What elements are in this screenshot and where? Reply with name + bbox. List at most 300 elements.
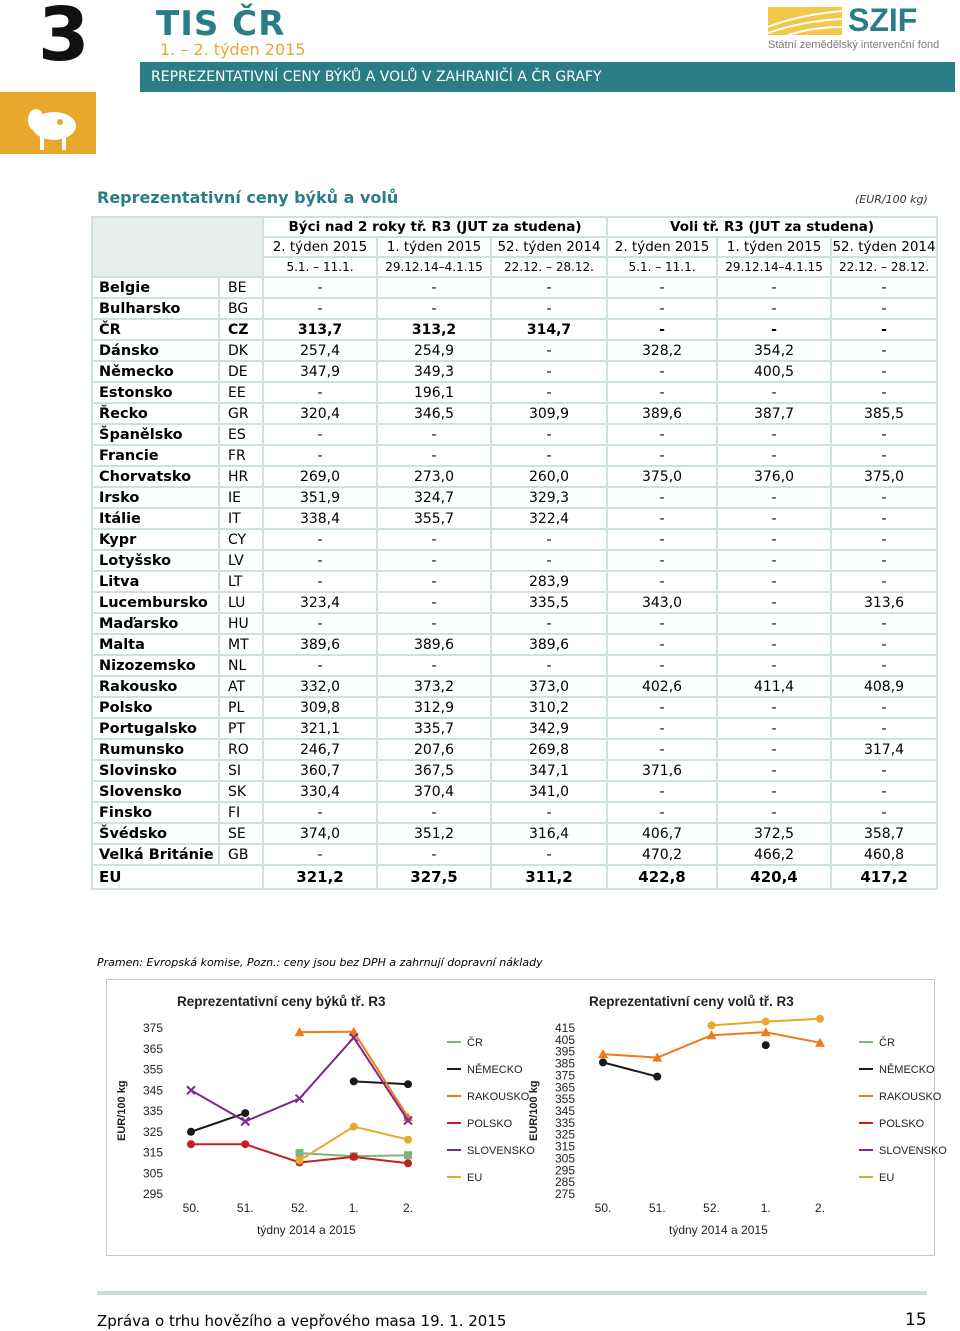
price-cell: 387,7 — [717, 403, 831, 424]
price-cell: - — [607, 613, 717, 634]
date-header: 29.12.14–4.1.15 — [717, 257, 831, 277]
country-code: GR — [219, 403, 263, 424]
szif-logo-icon — [768, 7, 842, 35]
price-cell: 207,6 — [377, 739, 491, 760]
price-cell: - — [607, 634, 717, 655]
cow-icon — [0, 92, 96, 154]
table-row — [92, 340, 937, 361]
date-header: 29.12.14–4.1.15 — [377, 257, 491, 277]
price-cell: - — [831, 424, 937, 445]
date-header: 5.1. – 11.1. — [263, 257, 377, 277]
price-cell: 346,5 — [377, 403, 491, 424]
country-code: HU — [219, 613, 263, 634]
price-cell: 411,4 — [717, 676, 831, 697]
series-line — [603, 1054, 657, 1058]
section-title: Reprezentativní ceny býků a volů — [97, 188, 399, 207]
data-point — [187, 1140, 195, 1148]
price-cell: - — [263, 382, 377, 403]
price-cell: - — [491, 529, 607, 550]
y-tick-label: 375 — [142, 1021, 163, 1035]
country-code: DK — [219, 340, 263, 361]
price-cell: 329,3 — [491, 487, 607, 508]
y-tick-label: 325 — [142, 1124, 163, 1139]
price-cell: 335,5 — [491, 592, 607, 613]
y-tick-label: 345 — [142, 1083, 163, 1098]
country-name: Maďarsko — [92, 613, 219, 634]
tis-title: TIS ČR — [156, 4, 286, 44]
country-name: Velká Británie — [92, 844, 219, 865]
y-tick-label: 355 — [142, 1062, 163, 1077]
price-cell: - — [831, 487, 937, 508]
week-header: 52. týden 2014 — [491, 237, 607, 257]
y-tick-label: 365 — [554, 1080, 575, 1095]
price-cell: - — [717, 739, 831, 760]
price-cell: 375,0 — [831, 466, 937, 487]
table-row — [92, 487, 937, 508]
price-cell: 269,0 — [263, 466, 377, 487]
week-header: 1. týden 2015 — [717, 237, 831, 257]
legend-label: SLOVENSKO — [879, 1145, 947, 1157]
price-cell: 309,9 — [491, 403, 607, 424]
price-cell: 313,6 — [831, 592, 937, 613]
price-cell: - — [607, 487, 717, 508]
y-tick-label: 335 — [554, 1115, 575, 1130]
price-cell: - — [607, 508, 717, 529]
table-row — [92, 781, 937, 802]
price-cell: 400,5 — [717, 361, 831, 382]
country-name: Švédsko — [92, 823, 219, 844]
price-cell: 408,9 — [831, 676, 937, 697]
country-code: GB — [219, 844, 263, 865]
price-cell: 402,6 — [607, 676, 717, 697]
price-cell: 257,4 — [263, 340, 377, 361]
series-line — [354, 1157, 408, 1163]
y-tick-label: 415 — [554, 1021, 575, 1035]
price-cell: 460,8 — [831, 844, 937, 865]
price-cell: - — [607, 718, 717, 739]
country-name: Rumunsko — [92, 739, 219, 760]
price-cell: - — [491, 844, 607, 865]
data-point — [187, 1128, 195, 1136]
price-cell: 347,9 — [263, 361, 377, 382]
country-name: Malta — [92, 634, 219, 655]
szif-logo-text: SZIF — [848, 2, 918, 38]
country-name: Litva — [92, 571, 219, 592]
price-cell: 470,2 — [607, 844, 717, 865]
eu-price-cell: 417,2 — [831, 865, 937, 889]
header-corner — [92, 217, 263, 277]
y-tick-label: 395 — [554, 1044, 575, 1059]
price-cell: - — [377, 613, 491, 634]
country-name: Portugalsko — [92, 718, 219, 739]
series-line — [245, 1099, 299, 1122]
country-code: RO — [219, 739, 263, 760]
table-row — [92, 760, 937, 781]
date-header: 22.12. – 28.12. — [491, 257, 607, 277]
price-cell: - — [831, 571, 937, 592]
y-axis-label: EUR/100 kg — [528, 1080, 540, 1141]
country-code: BG — [219, 298, 263, 319]
series-line — [766, 1032, 820, 1042]
price-cell: 358,7 — [831, 823, 937, 844]
series-line — [354, 1155, 408, 1156]
price-cell: 406,7 — [607, 823, 717, 844]
country-name: Estonsko — [92, 382, 219, 403]
price-cell: 373,2 — [377, 676, 491, 697]
x-tick-label: 52. — [703, 1201, 720, 1215]
table-row — [92, 613, 937, 634]
price-cell: - — [831, 760, 937, 781]
price-cell: - — [831, 781, 937, 802]
week-header: 1. týden 2015 — [377, 237, 491, 257]
data-point — [404, 1159, 412, 1167]
data-point — [296, 1156, 304, 1164]
country-name: Kypr — [92, 529, 219, 550]
price-cell: - — [263, 844, 377, 865]
price-cell: - — [831, 361, 937, 382]
group-header-steers: Voli tř. R3 (JUT za studena) — [607, 217, 937, 237]
price-cell: - — [717, 319, 831, 340]
price-cell: 389,6 — [491, 634, 607, 655]
y-axis-label: EUR/100 kg — [116, 1080, 128, 1141]
price-cell: - — [831, 445, 937, 466]
x-tick-label: 1. — [760, 1201, 771, 1215]
price-cell: - — [831, 277, 937, 298]
eu-price-cell: 327,5 — [377, 865, 491, 889]
price-cell: - — [263, 424, 377, 445]
eu-price-cell: 321,2 — [263, 865, 377, 889]
country-code: LU — [219, 592, 263, 613]
footer-text: Zpráva o trhu hovězího a vepřového masa 19. 1. 2015 — [97, 1312, 507, 1330]
y-tick-label: 295 — [142, 1187, 163, 1201]
price-cell: - — [377, 550, 491, 571]
price-cell: - — [491, 550, 607, 571]
price-cell: - — [831, 655, 937, 676]
price-cell: 370,4 — [377, 781, 491, 802]
table-row — [92, 319, 937, 340]
x-axis-label: týdny 2014 a 2015 — [257, 1223, 356, 1237]
price-cell: - — [717, 655, 831, 676]
country-name: Itálie — [92, 508, 219, 529]
price-cell: 328,2 — [607, 340, 717, 361]
price-cell: 347,1 — [491, 760, 607, 781]
price-cell: - — [607, 739, 717, 760]
series-line — [354, 1081, 408, 1084]
price-cell: - — [831, 550, 937, 571]
y-tick-label: 315 — [554, 1139, 575, 1154]
price-cell: 324,7 — [377, 487, 491, 508]
country-code: NL — [219, 655, 263, 676]
series-line — [712, 1032, 766, 1035]
price-cell: 389,6 — [377, 634, 491, 655]
country-code: EE — [219, 382, 263, 403]
price-cell: 351,9 — [263, 487, 377, 508]
y-tick-label: 335 — [142, 1104, 163, 1118]
y-tick-label: 315 — [142, 1145, 163, 1160]
price-cell: - — [831, 802, 937, 823]
data-point — [241, 1117, 249, 1125]
legend-label: RAKOUSKO — [879, 1091, 942, 1103]
price-cell: - — [377, 298, 491, 319]
price-cell: - — [717, 760, 831, 781]
price-cell: - — [717, 424, 831, 445]
x-tick-label: 2. — [402, 1201, 414, 1215]
table-row — [92, 508, 937, 529]
y-tick-label: 285 — [554, 1175, 575, 1190]
price-cell: - — [263, 529, 377, 550]
eu-price-cell: 420,4 — [717, 865, 831, 889]
price-cell: 375,0 — [607, 466, 717, 487]
price-cell: 312,9 — [377, 697, 491, 718]
price-cell: 372,5 — [717, 823, 831, 844]
country-name: Irsko — [92, 487, 219, 508]
country-code: BE — [219, 277, 263, 298]
price-cell: 330,4 — [263, 781, 377, 802]
series-line — [603, 1062, 657, 1076]
price-cell: - — [263, 277, 377, 298]
price-cell: - — [377, 571, 491, 592]
table-row — [92, 697, 937, 718]
data-point — [708, 1021, 716, 1029]
data-point — [653, 1073, 661, 1081]
y-tick-label: 385 — [554, 1056, 575, 1071]
eu-row — [92, 865, 937, 889]
eu-price-cell: 311,2 — [491, 865, 607, 889]
data-point — [762, 1018, 770, 1026]
price-cell: - — [717, 445, 831, 466]
week-subtitle: 1. – 2. týden 2015 — [160, 40, 306, 59]
charts-svg — [107, 980, 947, 1255]
price-cell: - — [717, 613, 831, 634]
price-cell: 342,9 — [491, 718, 607, 739]
cow-badge — [0, 92, 96, 154]
data-point — [404, 1136, 412, 1144]
data-point — [599, 1058, 607, 1066]
price-cell: 254,9 — [377, 340, 491, 361]
legend-label: ČR — [879, 1037, 895, 1049]
legend-label: ČR — [467, 1037, 483, 1049]
week-header: 2. týden 2015 — [263, 237, 377, 257]
price-cell: 260,0 — [491, 466, 607, 487]
data-point — [404, 1080, 412, 1088]
eu-price-cell: 422,8 — [607, 865, 717, 889]
table-row — [92, 445, 937, 466]
price-cell: - — [607, 550, 717, 571]
price-cell: - — [607, 298, 717, 319]
price-cell: - — [717, 277, 831, 298]
x-tick-label: 1. — [348, 1201, 359, 1215]
unit-label: (EUR/100 kg) — [855, 193, 928, 206]
price-cell: - — [831, 718, 937, 739]
table-row — [92, 823, 937, 844]
country-name: Belgie — [92, 277, 219, 298]
price-cell: - — [717, 592, 831, 613]
price-cell: - — [491, 445, 607, 466]
price-cell: - — [607, 382, 717, 403]
price-cell: 351,2 — [377, 823, 491, 844]
price-cell: - — [717, 781, 831, 802]
price-cell: - — [491, 802, 607, 823]
eu-label: EU — [92, 865, 263, 889]
price-cell: - — [717, 718, 831, 739]
data-point — [350, 1123, 358, 1131]
price-cell: - — [717, 697, 831, 718]
price-cell: - — [831, 529, 937, 550]
y-tick-label: 325 — [554, 1127, 575, 1142]
price-cell: - — [717, 571, 831, 592]
section-number: 3 — [38, 0, 90, 78]
price-cell: - — [831, 382, 937, 403]
country-code: HR — [219, 466, 263, 487]
price-cell: - — [831, 298, 937, 319]
price-cell: 349,3 — [377, 361, 491, 382]
price-cell: 371,6 — [607, 760, 717, 781]
price-cell: 313,2 — [377, 319, 491, 340]
price-cell: 367,5 — [377, 760, 491, 781]
country-name: Řecko — [92, 403, 219, 424]
price-cell: 323,4 — [263, 592, 377, 613]
price-cell: - — [717, 382, 831, 403]
x-tick-label: 2. — [814, 1201, 826, 1215]
price-cell: - — [377, 424, 491, 445]
table-row — [92, 718, 937, 739]
country-code: AT — [219, 676, 263, 697]
legend-label: RAKOUSKO — [467, 1091, 530, 1103]
price-cell: 273,0 — [377, 466, 491, 487]
legend-label: NĚMECKO — [879, 1064, 935, 1076]
data-point — [187, 1086, 195, 1094]
price-cell: 373,0 — [491, 676, 607, 697]
price-cell: 335,7 — [377, 718, 491, 739]
data-point — [296, 1149, 304, 1157]
price-cell: - — [377, 844, 491, 865]
country-name: Chorvatsko — [92, 466, 219, 487]
table-row — [92, 298, 937, 319]
price-cell: - — [607, 802, 717, 823]
price-cell: - — [831, 340, 937, 361]
y-tick-label: 365 — [142, 1041, 163, 1056]
country-name: Finsko — [92, 802, 219, 823]
price-cell: - — [263, 613, 377, 634]
table-row — [92, 361, 937, 382]
price-cell: 316,4 — [491, 823, 607, 844]
legend-label: POLSKO — [467, 1118, 513, 1130]
y-tick-label: 305 — [554, 1151, 575, 1166]
price-cell: - — [377, 655, 491, 676]
price-cell: - — [377, 529, 491, 550]
price-cell: - — [607, 697, 717, 718]
country-code: FI — [219, 802, 263, 823]
price-cell: 322,4 — [491, 508, 607, 529]
table-row — [92, 844, 937, 865]
country-name: Lucembursko — [92, 592, 219, 613]
week-header: 2. týden 2015 — [607, 237, 717, 257]
table-row — [92, 802, 937, 823]
price-cell: - — [263, 298, 377, 319]
price-cell: - — [717, 802, 831, 823]
price-cell: - — [491, 655, 607, 676]
price-cell: - — [717, 298, 831, 319]
table-row — [92, 277, 937, 298]
price-cell: - — [831, 634, 937, 655]
y-tick-label: 275 — [554, 1187, 575, 1201]
series-line — [245, 1144, 299, 1162]
price-cell: 320,4 — [263, 403, 377, 424]
country-code: LV — [219, 550, 263, 571]
price-cell: - — [607, 361, 717, 382]
price-cell: 196,1 — [377, 382, 491, 403]
country-code: LT — [219, 571, 263, 592]
series-line — [300, 1038, 354, 1099]
price-cell: - — [831, 697, 937, 718]
legend-label: EU — [879, 1172, 895, 1184]
table-row — [92, 571, 937, 592]
price-cell: 466,2 — [717, 844, 831, 865]
country-name: Slovensko — [92, 781, 219, 802]
table-row — [92, 739, 937, 760]
price-cell: - — [491, 298, 607, 319]
price-cell: - — [831, 508, 937, 529]
price-cell: 246,7 — [263, 739, 377, 760]
price-cell: 343,0 — [607, 592, 717, 613]
price-cell: - — [607, 424, 717, 445]
price-cell: - — [377, 592, 491, 613]
price-cell: 389,6 — [607, 403, 717, 424]
price-cell: - — [377, 445, 491, 466]
price-cell: - — [491, 613, 607, 634]
x-tick-label: 50. — [182, 1201, 200, 1215]
page-number: 15 — [905, 1310, 927, 1330]
price-cell: - — [607, 319, 717, 340]
data-point — [816, 1015, 824, 1023]
country-code: PT — [219, 718, 263, 739]
price-cell: - — [717, 634, 831, 655]
y-tick-label: 375 — [554, 1068, 575, 1083]
price-cell: 269,8 — [491, 739, 607, 760]
week-header: 52. týden 2014 — [832, 239, 936, 255]
price-cell: - — [607, 445, 717, 466]
price-cell: 283,9 — [491, 571, 607, 592]
country-code: SE — [219, 823, 263, 844]
series-line — [354, 1032, 408, 1117]
data-point — [296, 1095, 304, 1103]
x-axis-label: týdny 2014 a 2015 — [669, 1223, 768, 1237]
price-cell: - — [263, 571, 377, 592]
price-cell: 338,4 — [263, 508, 377, 529]
country-code: MT — [219, 634, 263, 655]
table-row — [92, 466, 937, 487]
price-cell: 321,1 — [263, 718, 377, 739]
country-code: DE — [219, 361, 263, 382]
legend-label: EU — [467, 1172, 483, 1184]
price-cell: - — [263, 655, 377, 676]
price-cell: - — [717, 487, 831, 508]
country-name: Francie — [92, 445, 219, 466]
data-point — [762, 1041, 770, 1049]
country-name: Bulharsko — [92, 298, 219, 319]
prices-table — [91, 216, 938, 890]
szif-logo-subtitle: Státní zemědělský intervenční fond — [768, 39, 940, 51]
chart-title: Reprezentativní ceny volů tř. R3 — [589, 994, 794, 1009]
data-point — [350, 1153, 358, 1161]
data-point — [404, 1151, 412, 1159]
price-cell: 385,5 — [831, 403, 937, 424]
country-name: Rakousko — [92, 676, 219, 697]
price-cell: - — [377, 277, 491, 298]
y-tick-label: 345 — [554, 1104, 575, 1118]
date-header: 5.1. – 11.1. — [607, 257, 717, 277]
chart-title: Reprezentativní ceny býků tř. R3 — [177, 994, 386, 1009]
